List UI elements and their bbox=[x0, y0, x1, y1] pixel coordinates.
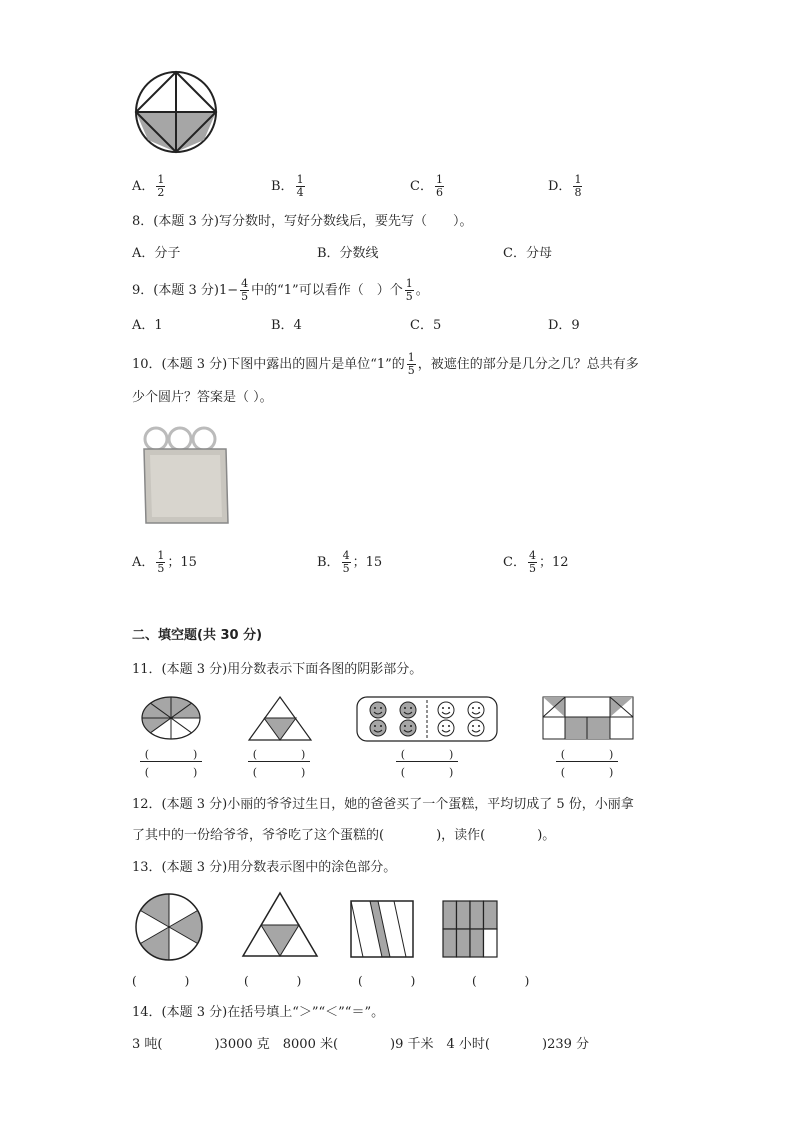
q13-answer-1[interactable]: ( ) bbox=[132, 974, 190, 988]
q14-question: 14．(本题 3 分)在括号填上“＞”“＜”“＝”。 bbox=[132, 1005, 385, 1020]
q10-option-b[interactable]: B． $\frac{4}{5}$ ；15 bbox=[317, 549, 383, 575]
q10-question-line2: 少个圆片？答案是（ ）。 bbox=[132, 390, 273, 405]
q12-question-line1: 12．(本题 3 分)小丽的爷爷过生日，她的爸爸买了一个蛋糕，平均切成了 5 份，小丽拿 bbox=[132, 797, 634, 812]
fraction: $\frac{1}{5}$ bbox=[157, 549, 165, 575]
q10-covered-circles-figure bbox=[142, 425, 232, 527]
q13-stripes-figure bbox=[350, 900, 414, 958]
fraction: $\frac{4}{5}$ bbox=[528, 549, 536, 575]
q8-option-a[interactable]: A．分子 bbox=[132, 246, 181, 261]
q10-option-c[interactable]: C． $\frac{4}{5}$ ；12 bbox=[503, 549, 569, 575]
grid-cell bbox=[457, 929, 471, 957]
fraction: $\frac{1}{8}$ bbox=[574, 173, 582, 199]
q9-option-d[interactable]: D．9 bbox=[548, 318, 580, 333]
q13-circle-figure bbox=[134, 892, 204, 962]
q8-question: 8．(本题 3 分)写分数时，写好分数线后，要先写（ ）。 bbox=[132, 214, 473, 229]
q7-option-d[interactable]: D． $\frac{1}{8}$ bbox=[548, 173, 582, 199]
grid-cell bbox=[443, 901, 457, 929]
q7-option-b[interactable]: B． $\frac{1}{4}$ bbox=[271, 173, 304, 199]
smiley-face-icon bbox=[370, 702, 386, 718]
q11-question: 11．(本题 3 分)用分数表示下面各图的阴影部分。 bbox=[132, 662, 423, 677]
q13-triangle-figure bbox=[242, 892, 318, 958]
fraction: $\frac{1}{2}$ bbox=[157, 173, 165, 199]
q11-answer-1[interactable]: ( ) ( ) bbox=[140, 746, 202, 777]
q13-question: 13．(本题 3 分)用分数表示图中的涂色部分。 bbox=[132, 860, 397, 875]
q11-ellipse-figure bbox=[140, 696, 202, 740]
q13-answer-3[interactable]: ( ) bbox=[358, 974, 416, 988]
q7-circle-figure bbox=[134, 70, 218, 154]
fraction: $\frac{1}{4}$ bbox=[296, 173, 304, 199]
fraction: $\frac{4}{5}$ bbox=[241, 277, 249, 303]
q13-answer-2[interactable]: ( ) bbox=[244, 974, 302, 988]
q12-question-line2: 了其中的一份给爷爷，爷爷吃了这个蛋糕的( )，读作( )。 bbox=[132, 828, 556, 843]
grid-cell bbox=[470, 929, 484, 957]
fraction: $\frac{4}{5}$ bbox=[342, 549, 350, 575]
smiley-face-icon bbox=[370, 720, 386, 736]
q9-question: 9．(本题 3 分)1− $\frac{4}{5}$ 中的“1”可以看作（ ）个 $\frac{1}{5}$ 。 bbox=[132, 277, 429, 303]
fraction: $\frac{1}{5}$ bbox=[405, 277, 413, 303]
q13-answer-4[interactable]: ( ) bbox=[472, 974, 530, 988]
q11-answer-4[interactable]: ( ) ( ) bbox=[556, 746, 618, 777]
q14-comparisons[interactable]: 3 吨( )3000 克 8000 米( )9 千米 4 小时( )239 分 bbox=[132, 1037, 590, 1052]
q13-grid-figure bbox=[442, 900, 498, 958]
q11-answer-3[interactable]: ( ) ( ) bbox=[396, 746, 458, 777]
grid-cell bbox=[484, 929, 498, 957]
q9-option-c[interactable]: C．5 bbox=[410, 318, 442, 333]
smiley-face-icon bbox=[400, 720, 416, 736]
smiley-face-icon bbox=[468, 720, 484, 736]
smiley-face-icon bbox=[400, 702, 416, 718]
q9-option-b[interactable]: B．4 bbox=[271, 318, 302, 333]
q11-answer-2[interactable]: ( ) ( ) bbox=[248, 746, 310, 777]
section-2-heading: 二、填空题(共 30 分) bbox=[132, 628, 263, 643]
grid-cell bbox=[484, 901, 498, 929]
smiley-face-icon bbox=[438, 720, 454, 736]
fraction: $\frac{1}{6}$ bbox=[435, 173, 443, 199]
grid-cell bbox=[470, 901, 484, 929]
q11-grid-figure bbox=[542, 696, 634, 740]
q11-smiley-group-figure bbox=[356, 696, 498, 742]
q7-option-a[interactable]: A． $\frac{1}{2}$ bbox=[132, 173, 165, 199]
smiley-face-icon bbox=[438, 702, 454, 718]
q9-option-a[interactable]: A．1 bbox=[132, 318, 163, 333]
q11-triangle-figure bbox=[248, 696, 312, 742]
grid-cell bbox=[443, 929, 457, 957]
grid-cell bbox=[457, 901, 471, 929]
fraction: $\frac{1}{5}$ bbox=[407, 351, 415, 377]
q8-option-b[interactable]: B．分数线 bbox=[317, 246, 379, 261]
q8-option-c[interactable]: C．分母 bbox=[503, 246, 552, 261]
q10-option-a[interactable]: A． $\frac{1}{5}$ ；15 bbox=[132, 549, 197, 575]
q7-option-c[interactable]: C． $\frac{1}{6}$ bbox=[410, 173, 443, 199]
smiley-face-icon bbox=[468, 702, 484, 718]
q10-question-line1: 10．(本题 3 分)下图中露出的圆片是单位“1”的 $\frac{1}{5}$ ，被遮住的部分是几分之几？总共有多 bbox=[132, 351, 639, 377]
